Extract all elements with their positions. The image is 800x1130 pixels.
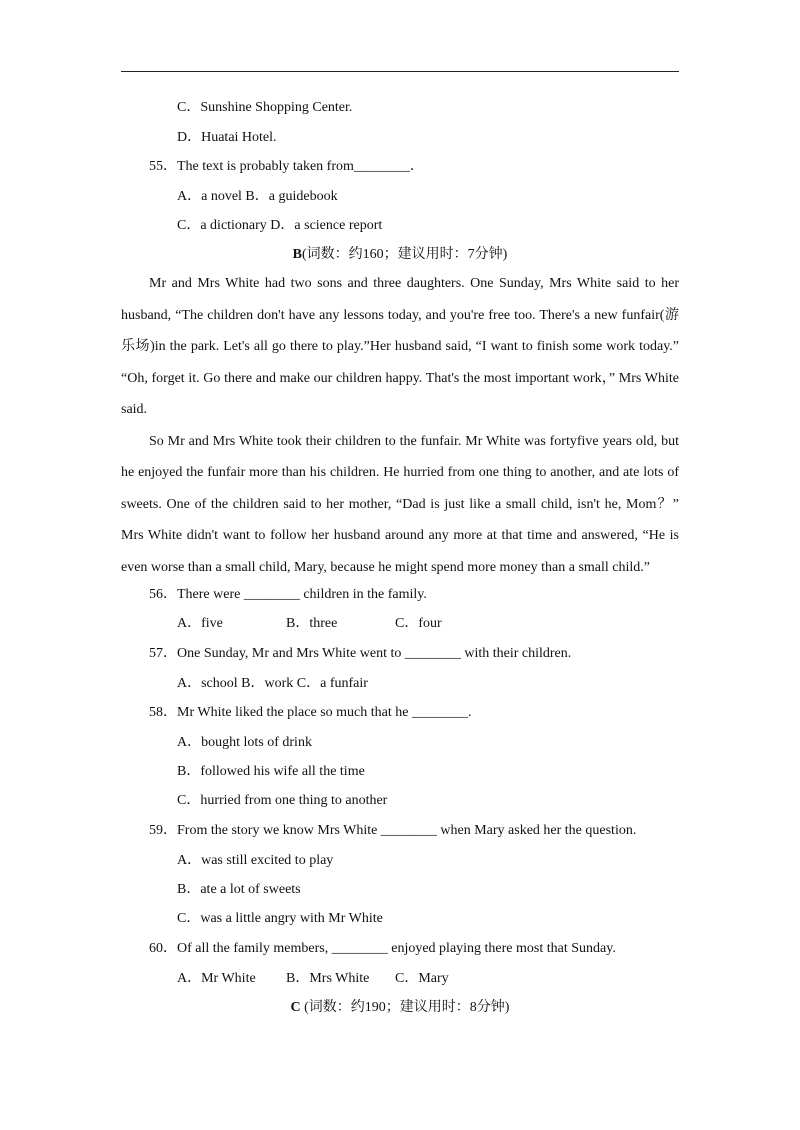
section-b-note: (词数：约160；建议用时：7分钟) <box>302 247 508 262</box>
q57-stem: 57．One Sunday, Mr and Mrs White went to ________ with their children. <box>149 646 572 661</box>
header-rule <box>121 71 679 72</box>
q54-option-c: C．Sunshine Shopping Center. <box>177 100 353 115</box>
q59-option-c: C．was a little angry with Mr White <box>177 911 383 926</box>
section-c-letter: C <box>290 1000 301 1015</box>
q56-option-b: B．three <box>286 616 338 631</box>
q60-option-a: A．Mr White <box>177 971 256 986</box>
q55-options-ab: A．a novel B．a guidebook <box>177 189 338 204</box>
section-b-letter: B <box>292 247 302 262</box>
passage-b-paragraph-1: Mr and Mrs White had two sons and three daughters. One Sunday, Mrs White said to her husband, “The children don't have any lessons today, and you're free too. There's a new funfair(游乐场)in the park. Let's all go there to play.”Her husband said, “I want to finish some work today.” “Oh, forget it. Go there and make our children happy. That's the most important work，” Mrs White said. <box>121 276 679 417</box>
q59-stem: 59．From the story we know Mrs White ________ when Mary asked her the question. <box>149 823 637 838</box>
q57-options: A．school B．work C．a funfair <box>177 676 368 691</box>
q60-option-c: C．Mary <box>395 971 449 986</box>
q58-option-b: B．followed his wife all the time <box>177 764 365 779</box>
section-c-note: (词数：约190；建议用时：8分钟) <box>300 1000 510 1015</box>
passage-b-paragraph-2: So Mr and Mrs White took their children to the funfair. Mr White was fortyfive years old, but he enjoyed the funfair more than his children. He hurried from one thing to another, and ate lots of sweets. One of the children said to her mother, “Dad is just like a small child, isn't he, Mom？” Mrs White didn't want to follow her husband around any more at that time and answered, “He is even worse than a small child, Mary, because he might spend more money than a small child.” <box>121 433 679 575</box>
q54-option-d: D．Huatai Hotel. <box>177 130 277 145</box>
q59-option-a: A．was still excited to play <box>177 853 334 868</box>
q58-option-c: C．hurried from one thing to another <box>177 793 388 808</box>
q55-stem: 55．The text is probably taken from________． <box>149 159 424 174</box>
q60-option-b: B．Mrs White <box>286 971 370 986</box>
q56-option-c: C．four <box>395 616 442 631</box>
q58-option-a: A．bought lots of drink <box>177 735 312 750</box>
q56-option-a: A．five <box>177 616 223 631</box>
section-c-heading <box>121 999 679 1017</box>
q56-stem: 56．There were ________ children in the family. <box>149 587 427 602</box>
q55-options-cd: C．a dictionary D．a science report <box>177 218 383 233</box>
q60-stem: 60．Of all the family members, ________ enjoyed playing there most that Sunday. <box>149 941 616 956</box>
passage-b <box>121 268 679 583</box>
q58-stem: 58．Mr White liked the place so much that he ________. <box>149 705 472 720</box>
q59-option-b: B．ate a lot of sweets <box>177 882 301 897</box>
section-b-heading <box>121 246 679 264</box>
